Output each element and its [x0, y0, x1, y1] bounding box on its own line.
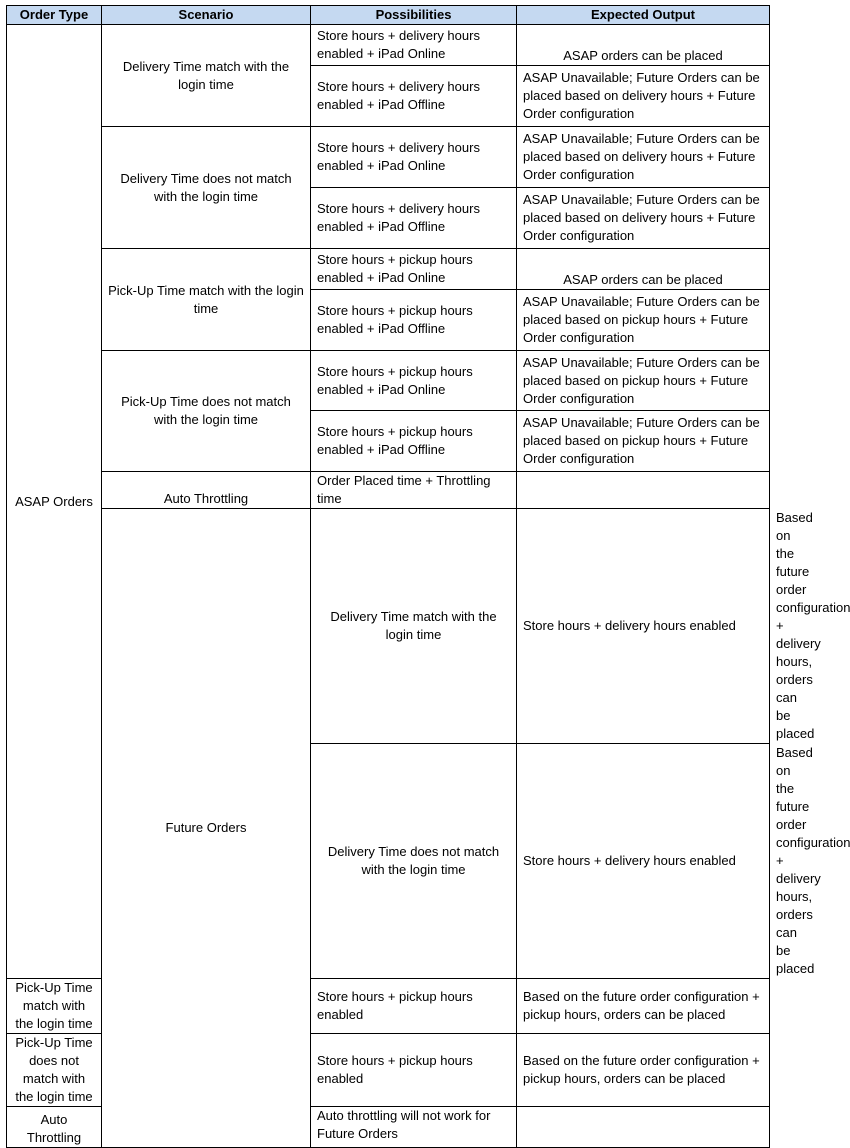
scenario-cell: Delivery Time does not match with the login time [102, 127, 311, 249]
order-type-future: Future Orders [102, 509, 311, 1148]
scenario-cell: Pick-Up Time match with the login time [102, 249, 311, 351]
output-cell: ASAP Unavailable; Future Orders can be placed based on pickup hours + Future Order configuration [517, 351, 770, 411]
output-cell: Based on the future order configuration + pickup hours, orders can be placed [517, 1034, 770, 1107]
possibility-cell: Store hours + pickup hours enabled + iPad Offline [311, 290, 517, 351]
table-row: Delivery Time does not match with the login time Store hours + delivery hours enabled Based on the future order configuration + delivery hours, orders can be placed [7, 744, 770, 979]
scenario-cell: Delivery Time match with the login time [102, 25, 311, 127]
possibility-cell: Store hours + delivery hours enabled + iPad Offline [311, 188, 517, 249]
output-cell: ASAP Unavailable; Future Orders can be placed based on pickup hours + Future Order configuration [517, 290, 770, 351]
scenario-cell: Auto Throttling [102, 472, 311, 509]
possibility-cell: Store hours + pickup hours enabled + iPad Online [311, 249, 517, 290]
table-row [7, 249, 770, 290]
table-row: Future Orders Delivery Time match with the login time Store hours + delivery hours enabled Based on the future order configuration + delivery hours, orders can be placed [7, 509, 770, 744]
header-expected-output: Expected Output [517, 6, 770, 25]
possibility-cell: Store hours + delivery hours enabled + iPad Online [311, 127, 517, 188]
scenario-cell: Auto Throttling [7, 1107, 102, 1148]
output-cell: ASAP Unavailable; Future Orders can be placed based on delivery hours + Future Order configuration [517, 127, 770, 188]
possibility-cell: Order Placed time + Throttling time [311, 472, 517, 509]
order-scenarios-table [6, 5, 850, 1148]
scenario-cell: Pick-Up Time does not match with the login time [7, 1034, 102, 1107]
possibility-cell: Store hours + pickup hours enabled + iPad Online [311, 351, 517, 411]
header-order-type: Order Type [7, 6, 102, 25]
table-row [7, 351, 770, 411]
possibility-cell: Store hours + delivery hours enabled [517, 509, 770, 744]
output-cell [517, 1107, 770, 1148]
output-cell: ASAP orders can be placed [517, 249, 770, 290]
table-row [7, 127, 770, 188]
output-cell: ASAP Unavailable; Future Orders can be placed based on pickup hours + Future Order configuration [517, 411, 770, 472]
output-cell: ASAP Unavailable; Future Orders can be placed based on delivery hours + Future Order configuration [517, 66, 770, 127]
possibility-cell: Store hours + pickup hours enabled [311, 979, 517, 1034]
possibility-cell: Store hours + pickup hours enabled [311, 1034, 517, 1107]
output-cell: ASAP orders can be placed [517, 25, 770, 66]
scenario-cell: Pick-Up Time match with the login time [7, 979, 102, 1034]
scenario-cell: Delivery Time does not match with the login time [311, 744, 517, 979]
output-cell [517, 472, 770, 509]
header-possibilities: Possibilities [311, 6, 517, 25]
possibility-cell: Store hours + delivery hours enabled [517, 744, 770, 979]
possibility-cell: Store hours + pickup hours enabled + iPad Offline [311, 411, 517, 472]
possibility-cell: Auto throttling will not work for Future Orders [311, 1107, 517, 1148]
header-scenario: Scenario [102, 6, 311, 25]
table-row [7, 472, 770, 509]
possibility-cell: Store hours + delivery hours enabled + iPad Offline [311, 66, 517, 127]
output-cell: ASAP Unavailable; Future Orders can be placed based on delivery hours + Future Order configuration [517, 188, 770, 249]
scenario-cell: Pick-Up Time does not match with the login time [102, 351, 311, 472]
output-cell: Based on the future order configuration + pickup hours, orders can be placed [517, 979, 770, 1034]
order-type-asap: ASAP Orders [7, 25, 102, 979]
table-row [7, 25, 770, 66]
header-row [7, 6, 770, 25]
possibility-cell: Store hours + delivery hours enabled + iPad Online [311, 25, 517, 66]
scenario-cell: Delivery Time match with the login time [311, 509, 517, 744]
